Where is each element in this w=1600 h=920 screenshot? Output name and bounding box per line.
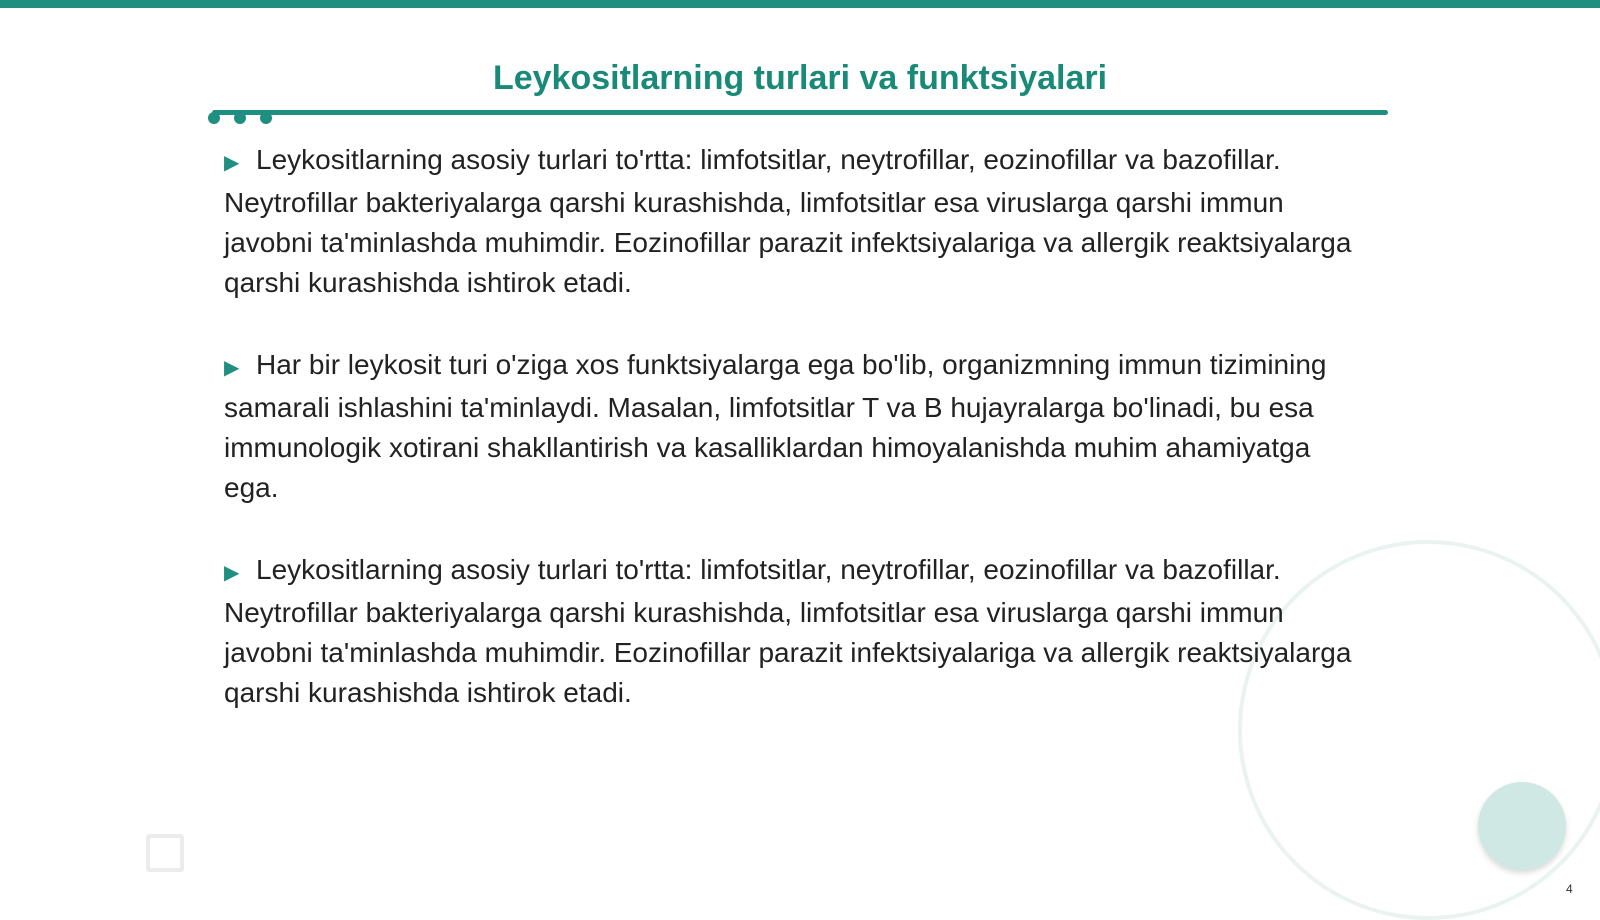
page-number: 4 xyxy=(1566,882,1573,896)
slide-title: Leykositlarning turlari va funktsiyalari xyxy=(492,59,1108,97)
bullet-paragraph xyxy=(224,550,1364,713)
title-underline xyxy=(212,110,1388,115)
top-accent-bar xyxy=(0,0,1600,8)
underline-dot xyxy=(234,112,246,124)
decorative-square xyxy=(146,834,184,872)
bullet-arrow-icon: ▶ xyxy=(224,152,240,174)
underline-dot xyxy=(208,112,220,124)
bullet-arrow-icon: ▶ xyxy=(224,357,240,379)
bullet-text: Leykositlarning asosiy turlari to'rtta: limfotsitlar, neytrofillar, eozinofillar va bazofillar. Neytrofillar bakteriyalarga qarshi kurashishda, limfotsitlar esa viruslarga qarshi immun javobni ta'minlashda muhimdir. Eozinofillar parazit infektsiyalariga va allergik reaktsiyalarga qarshi kurashishda ishtirok etadi. xyxy=(224,554,1352,708)
bullet-paragraph xyxy=(224,140,1364,303)
bullet-text: Leykositlarning asosiy turlari to'rtta: limfotsitlar, neytrofillar, eozinofillar va bazofillar. Neytrofillar bakteriyalarga qarshi kurashishda, limfotsitlar esa viruslarga qarshi immun javobni ta'minlashda muhimdir. Eozinofillar parazit infektsiyalariga va allergik reaktsiyalarga qarshi kurashishda ishtirok etadi. xyxy=(224,144,1352,298)
slide-body xyxy=(224,140,1364,755)
bullet-text: Har bir leykosit turi o'ziga xos funktsiyalarga ega bo'lib, organizmning immun tizimining samarali ishlashini ta'minlaydi. Masalan, limfotsitlar T va B hujayralarga bo'linadi, bu esa immunologik xotirani shakllantirish va kasalliklardan himoyalanishda muhim ahamiyatga ega. xyxy=(224,349,1327,503)
underline-dot xyxy=(260,112,272,124)
bullet-paragraph xyxy=(224,345,1364,508)
decorative-circle xyxy=(1478,782,1566,870)
bullet-arrow-icon: ▶ xyxy=(224,562,240,584)
